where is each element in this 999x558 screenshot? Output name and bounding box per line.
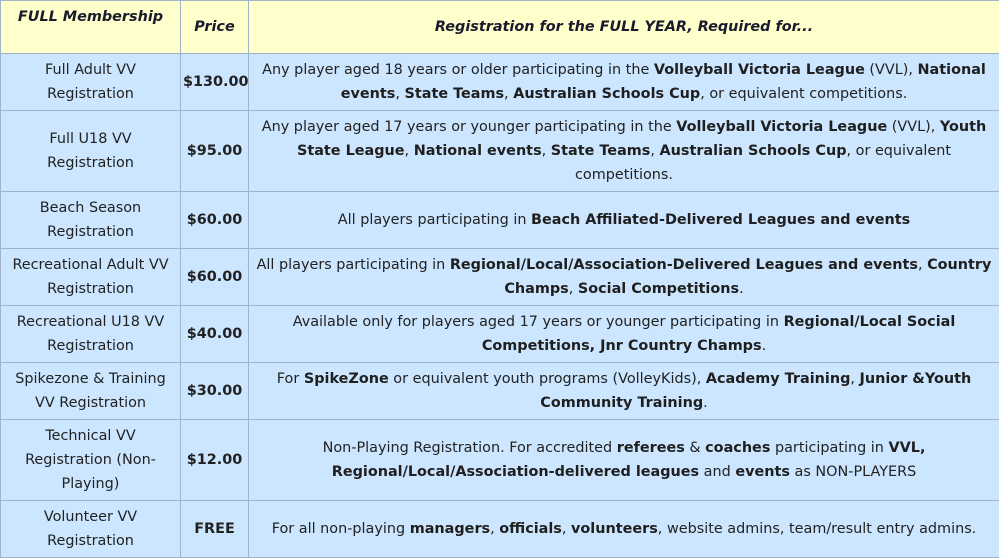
- header-row: [1, 1, 999, 54]
- membership-price: $130.00: [181, 54, 249, 111]
- membership-description: [249, 192, 999, 249]
- description-text: For all non-playing: [272, 521, 410, 537]
- description-highlight: State Teams: [551, 143, 651, 159]
- description-text: (VVL),: [887, 119, 940, 135]
- table-row: [1, 249, 999, 306]
- description-highlight: Beach Affiliated-Delivered Leagues and events: [531, 212, 910, 228]
- description-highlight: Junior &Youth Community Training: [540, 371, 971, 411]
- header-description: Registration for the FULL YEAR, Required for...: [249, 1, 999, 54]
- description-text: ,: [490, 521, 499, 537]
- membership-description: [249, 306, 999, 363]
- description-text: Available only for players aged 17 years or younger participating in: [293, 314, 784, 330]
- membership-price: $60.00: [181, 192, 249, 249]
- membership-name: Recreational Adult VV Registration: [1, 249, 181, 306]
- description-text: Non-Playing Registration. For accredited: [323, 440, 617, 456]
- description-text: , website admins, team/result entry admins.: [658, 521, 976, 537]
- description-highlight: Australian Schools Cup: [513, 86, 700, 102]
- description-text: participating in: [770, 440, 888, 456]
- description-highlight: volunteers: [571, 521, 658, 537]
- table-row: [1, 111, 999, 192]
- description-text: All players participating in: [338, 212, 531, 228]
- membership-price: $40.00: [181, 306, 249, 363]
- description-highlight: coaches: [705, 440, 770, 456]
- description-highlight: Regional/Local/Association-Delivered Leagues and events: [450, 257, 918, 273]
- description-text: ,: [395, 86, 404, 102]
- membership-price: $12.00: [181, 420, 249, 501]
- header-membership: FULL Membership: [1, 1, 181, 54]
- description-text: ,: [542, 143, 551, 159]
- description-text: ,: [504, 86, 513, 102]
- description-text: For: [277, 371, 304, 387]
- description-highlight: Social Competitions: [578, 281, 739, 297]
- description-text: or equivalent youth programs (VolleyKids),: [389, 371, 706, 387]
- description-text: , or equivalent competitions.: [700, 86, 907, 102]
- membership-name: Recreational U18 VV Registration: [1, 306, 181, 363]
- description-highlight: VVL, Regional/Local/Association-delivered leagues: [332, 440, 926, 480]
- membership-price: $30.00: [181, 363, 249, 420]
- description-text: Any player aged 18 years or older participating in the: [262, 62, 654, 78]
- table-row: [1, 420, 999, 501]
- membership-description: [249, 249, 999, 306]
- membership-name: Beach Season Registration: [1, 192, 181, 249]
- membership-price: $95.00: [181, 111, 249, 192]
- membership-name: Technical VV Registration (Non-Playing): [1, 420, 181, 501]
- description-text: All players participating in: [257, 257, 450, 273]
- membership-price: $60.00: [181, 249, 249, 306]
- description-highlight: referees: [617, 440, 685, 456]
- description-text: (VVL),: [865, 62, 918, 78]
- description-text: Any player aged 17 years or younger participating in the: [262, 119, 677, 135]
- description-highlight: Youth State League: [297, 119, 986, 159]
- description-highlight: Volleyball Victoria League: [676, 119, 887, 135]
- description-highlight: Regional/Local Social Competitions, Jnr Country Champs: [482, 314, 955, 354]
- description-highlight: managers: [410, 521, 490, 537]
- table-row: [1, 306, 999, 363]
- description-text: .: [762, 338, 767, 354]
- description-highlight: Country Champs: [504, 257, 991, 297]
- description-text: ,: [405, 143, 414, 159]
- membership-description: [249, 54, 999, 111]
- description-highlight: Australian Schools Cup: [660, 143, 847, 159]
- header-price: Price: [181, 1, 249, 54]
- description-text: as NON-PLAYERS: [790, 464, 916, 480]
- description-highlight: SpikeZone: [304, 371, 389, 387]
- description-text: &: [685, 440, 705, 456]
- description-text: and: [699, 464, 735, 480]
- description-highlight: events: [735, 464, 790, 480]
- membership-name: Full Adult VV Registration: [1, 54, 181, 111]
- description-text: ,: [850, 371, 859, 387]
- description-highlight: officials: [499, 521, 562, 537]
- description-highlight: State Teams: [404, 86, 504, 102]
- description-text: .: [739, 281, 744, 297]
- description-text: , or equivalent competitions.: [575, 143, 951, 183]
- membership-rows: [1, 54, 999, 558]
- description-highlight: Volleyball Victoria League: [654, 62, 865, 78]
- membership-name: Spikezone & Training VV Registration: [1, 363, 181, 420]
- table-row: [1, 54, 999, 111]
- description-text: ,: [569, 281, 578, 297]
- membership-description: [249, 420, 999, 501]
- membership-price: FREE: [181, 501, 249, 558]
- membership-description: [249, 501, 999, 558]
- description-text: ,: [918, 257, 927, 273]
- table-row: [1, 501, 999, 558]
- table-row: [1, 363, 999, 420]
- description-highlight: National events: [341, 62, 986, 102]
- description-highlight: National events: [414, 143, 542, 159]
- membership-description: [249, 363, 999, 420]
- membership-description: [249, 111, 999, 192]
- membership-name: Full U18 VV Registration: [1, 111, 181, 192]
- description-text: .: [703, 395, 708, 411]
- description-highlight: Academy Training: [706, 371, 851, 387]
- table-row: [1, 192, 999, 249]
- description-text: ,: [562, 521, 571, 537]
- membership-name: Volunteer VV Registration: [1, 501, 181, 558]
- description-text: ,: [650, 143, 659, 159]
